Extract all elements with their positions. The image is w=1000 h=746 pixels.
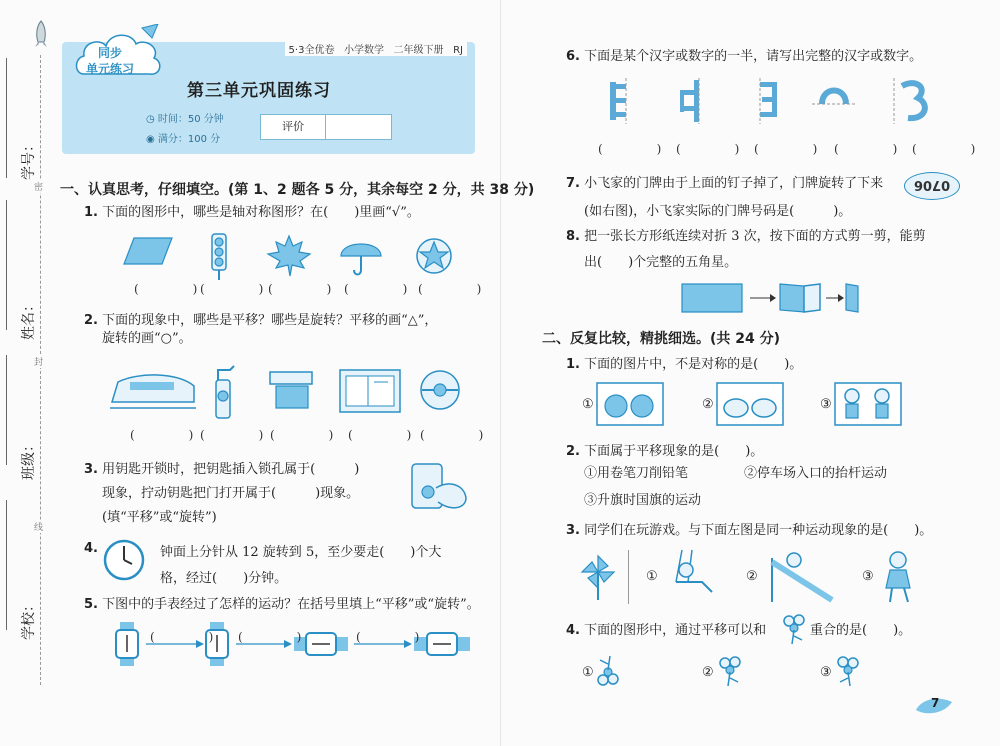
traffic-light-icon (206, 232, 232, 282)
school-line (6, 500, 7, 630)
q2-answer-2[interactable]: ( ) (200, 428, 274, 442)
puppies-icon (716, 382, 784, 426)
q3-number: 3. (84, 462, 98, 477)
q6-answer-2[interactable]: ( ) (676, 142, 750, 156)
half-char-1 (610, 78, 626, 124)
q3-divider (628, 550, 629, 604)
q5-text: 下图中的手表经过了怎样的运动？在括号里填上“平移”或“旋转”。 (102, 597, 480, 612)
star-circle-icon (414, 236, 454, 276)
q7-text2: (如右图)，小飞家实际的门牌号码是( )。 (584, 204, 852, 219)
s2-q3-number: 3. (566, 523, 580, 538)
student-number-line (6, 58, 7, 178)
pinwheel-icon (578, 552, 618, 602)
cut-line (40, 55, 41, 685)
q1-answer-3[interactable]: ( ) (268, 282, 342, 296)
q5-answer-3[interactable]: ( ) (356, 630, 430, 644)
swing-icon (662, 548, 718, 604)
q1-text: 下面的图形中，哪些是轴对称图形？在( )里画“√”。 (102, 205, 420, 220)
sliding-window-icon (338, 368, 402, 414)
q2-answer-5[interactable]: ( ) (420, 428, 494, 442)
section1-title: 一、认真思考，仔细填空。(第 1、2 题各 5 分，其余每空 2 分，共 38 分) (60, 182, 535, 198)
q8 (566, 224, 926, 276)
s2-q1-text: 下面的图片中，不是对称的是( )。 (584, 357, 803, 372)
apples-icon (596, 382, 664, 426)
q4-text2: 格，经过( )分钟。 (160, 571, 288, 586)
q2-number: 2. (84, 313, 98, 328)
s2-q2-option-1[interactable]: ①用卷笔刀削铅笔 (584, 466, 689, 481)
s2-q2-option-2[interactable]: ②停车场入口的抬杆运动 (744, 466, 888, 481)
q6-answer-3[interactable]: ( ) (754, 142, 828, 156)
flower-option-2-icon (716, 654, 744, 688)
s2-q1-option-1[interactable]: ① (582, 397, 594, 412)
q1-number: 1. (84, 205, 98, 220)
full-score (146, 130, 220, 145)
name-label: 姓名： (21, 298, 37, 340)
q7 (566, 170, 883, 226)
s2-q3 (566, 522, 932, 540)
edition: RJ (453, 45, 463, 56)
steering-wheel-icon (418, 366, 462, 414)
door-plate-number: 0706 (913, 177, 951, 192)
s2-q4-option-1[interactable]: ① (582, 665, 594, 680)
time-limit-text: 时间：50 分钟 (157, 114, 224, 125)
rocket-icon (32, 20, 50, 50)
evaluation-box[interactable] (260, 114, 392, 140)
half-characters-diagram (590, 78, 970, 124)
children-icon (834, 382, 902, 426)
s2-q4-text: 下面的图形中，通过平移可以和 (584, 623, 767, 638)
page-title: 第三单元巩固练习 (187, 81, 331, 101)
s2-q2 (566, 438, 763, 465)
train-icon (108, 368, 198, 414)
s2-q2-text: 下面属于平移现象的是( )。 (584, 444, 764, 459)
q7-number: 7. (566, 176, 580, 191)
s2-q4-number: 4. (566, 623, 580, 638)
full-score-text: 满分：100 分 (157, 134, 221, 145)
badge-line1: 同步 (98, 46, 123, 60)
evaluation-label: 评价 (261, 115, 326, 139)
q4-number: 4. (84, 541, 98, 556)
seal-char-xian: 线 (34, 520, 43, 533)
series-info (285, 41, 467, 56)
q1 (84, 204, 420, 222)
s2-q1-number: 1. (566, 357, 580, 372)
s2-q1-option-3[interactable]: ③ (820, 397, 832, 412)
q1-answer-4[interactable]: ( ) (344, 282, 418, 296)
q8-text2: 出( )个完整的五角星。 (584, 255, 738, 270)
check-icon: ◉ (146, 134, 158, 145)
spray-bottle-icon (208, 362, 238, 420)
q6 (566, 48, 922, 66)
umbrella-icon (338, 234, 384, 278)
q1-answer-2[interactable]: ( ) (200, 282, 274, 296)
clock-icon: ◷ (146, 114, 158, 125)
subject: 小学数学 (344, 45, 384, 56)
q2-text: 下面的现象中，哪些是平移？哪些是旋转？平移的画“△”， (102, 313, 438, 328)
parallelogram-icon (122, 236, 174, 266)
slide-icon (762, 548, 834, 604)
maple-leaf-icon (266, 234, 312, 278)
unit-badge (72, 24, 166, 82)
q2 (84, 312, 437, 348)
s2-q3-option-1[interactable]: ① (646, 569, 658, 584)
q5 (84, 596, 480, 614)
s2-q2-option-3[interactable]: ③升旗时国旗的运动 (584, 493, 702, 508)
watch-1-icon (116, 622, 138, 666)
q8-text: 把一张长方形纸连续对折 3 次，按下面的方式剪一剪，能剪 (584, 229, 926, 244)
header-banner (62, 42, 475, 154)
name-line (6, 200, 7, 330)
flower-option-3-icon (834, 654, 862, 688)
s2-q3-option-3[interactable]: ③ (862, 569, 874, 584)
q4-text: 钟面上分针从 12 旋转到 5，至少要走( )个大 (160, 545, 442, 560)
q6-text: 下面是某个汉字或数字的一半，请写出完整的汉字或数字。 (584, 49, 923, 64)
q6-answer-1[interactable]: ( ) (598, 142, 672, 156)
q2-text2: 旋转的画“○”。 (102, 331, 192, 346)
page-number-badge (914, 694, 954, 716)
door-plate (904, 172, 960, 200)
drawer-icon (266, 368, 316, 414)
q1-answer-5[interactable]: ( ) (418, 282, 492, 296)
seal-char-mi: 密 (34, 180, 43, 193)
class-label: 班级： (21, 438, 37, 480)
spinning-girl-icon (878, 548, 918, 604)
s2-q3-option-2[interactable]: ② (746, 569, 758, 584)
school-label: 学校： (21, 598, 37, 640)
q5-answer-1[interactable]: ( ) (150, 630, 224, 644)
series-name: 5·3全优卷 (288, 45, 335, 56)
s2-q1-option-2[interactable]: ② (702, 397, 714, 412)
s2-q4-option-2[interactable]: ② (702, 665, 714, 680)
q1-answer-1[interactable]: ( ) (134, 282, 208, 296)
q6-number: 6. (566, 49, 580, 64)
q3-text: 用钥匙开锁时，把钥匙插入锁孔属于( ) (102, 462, 360, 477)
q6-answer-5[interactable]: ( ) (912, 142, 986, 156)
q5-answer-2[interactable]: ( ) (238, 630, 312, 644)
q7-text: 小飞家的门牌由于上面的钉子掉了，门牌旋转了下来 (584, 176, 884, 191)
paper-folding-diagram (680, 280, 860, 316)
q8-number: 8. (566, 229, 580, 244)
grade: 二年级下册 (393, 45, 444, 56)
seal-char-feng: 封 (34, 355, 43, 368)
q2-answer-4[interactable]: ( ) (348, 428, 422, 442)
page-divider (500, 0, 501, 746)
q5-number: 5. (84, 597, 98, 612)
flower-option-1-icon (594, 654, 622, 688)
half-char-2 (680, 78, 699, 124)
half-char-4 (812, 91, 856, 105)
section2-title: 二、反复比较，精挑细选。(共 24 分) (542, 331, 781, 347)
clock-face-icon (102, 538, 146, 582)
s2-q4-text2: 重合的是( )。 (810, 623, 912, 638)
time-limit (146, 110, 224, 125)
q3-text3: (填“平移”或“旋转”) (102, 510, 217, 525)
key-lock-icon (408, 462, 470, 518)
flower-pattern-icon (780, 612, 808, 646)
badge-line2: 单元练习 (86, 62, 135, 76)
s2-q1 (566, 356, 802, 374)
q2-answer-3[interactable]: ( ) (270, 428, 344, 442)
q6-answer-4[interactable]: ( ) (834, 142, 908, 156)
q3-text2: 现象，拧动钥匙把门打开属于( )现象。 (102, 486, 360, 501)
s2-q4-option-3[interactable]: ③ (820, 665, 832, 680)
q2-answer-1[interactable]: ( ) (130, 428, 204, 442)
s2-q4 (566, 622, 766, 640)
student-number-label: 学号： (21, 138, 37, 180)
q4 (160, 540, 441, 592)
s2-q2-number: 2. (566, 444, 580, 459)
class-line (6, 355, 7, 465)
binding-strip (0, 0, 58, 746)
s2-q3-text: 同学们在玩游戏。与下面左图是同一种运动现象的是( )。 (584, 523, 933, 538)
half-char-3 (760, 78, 777, 124)
half-char-5 (894, 78, 925, 124)
page-number: 7 (931, 696, 940, 710)
q3 (84, 458, 359, 530)
